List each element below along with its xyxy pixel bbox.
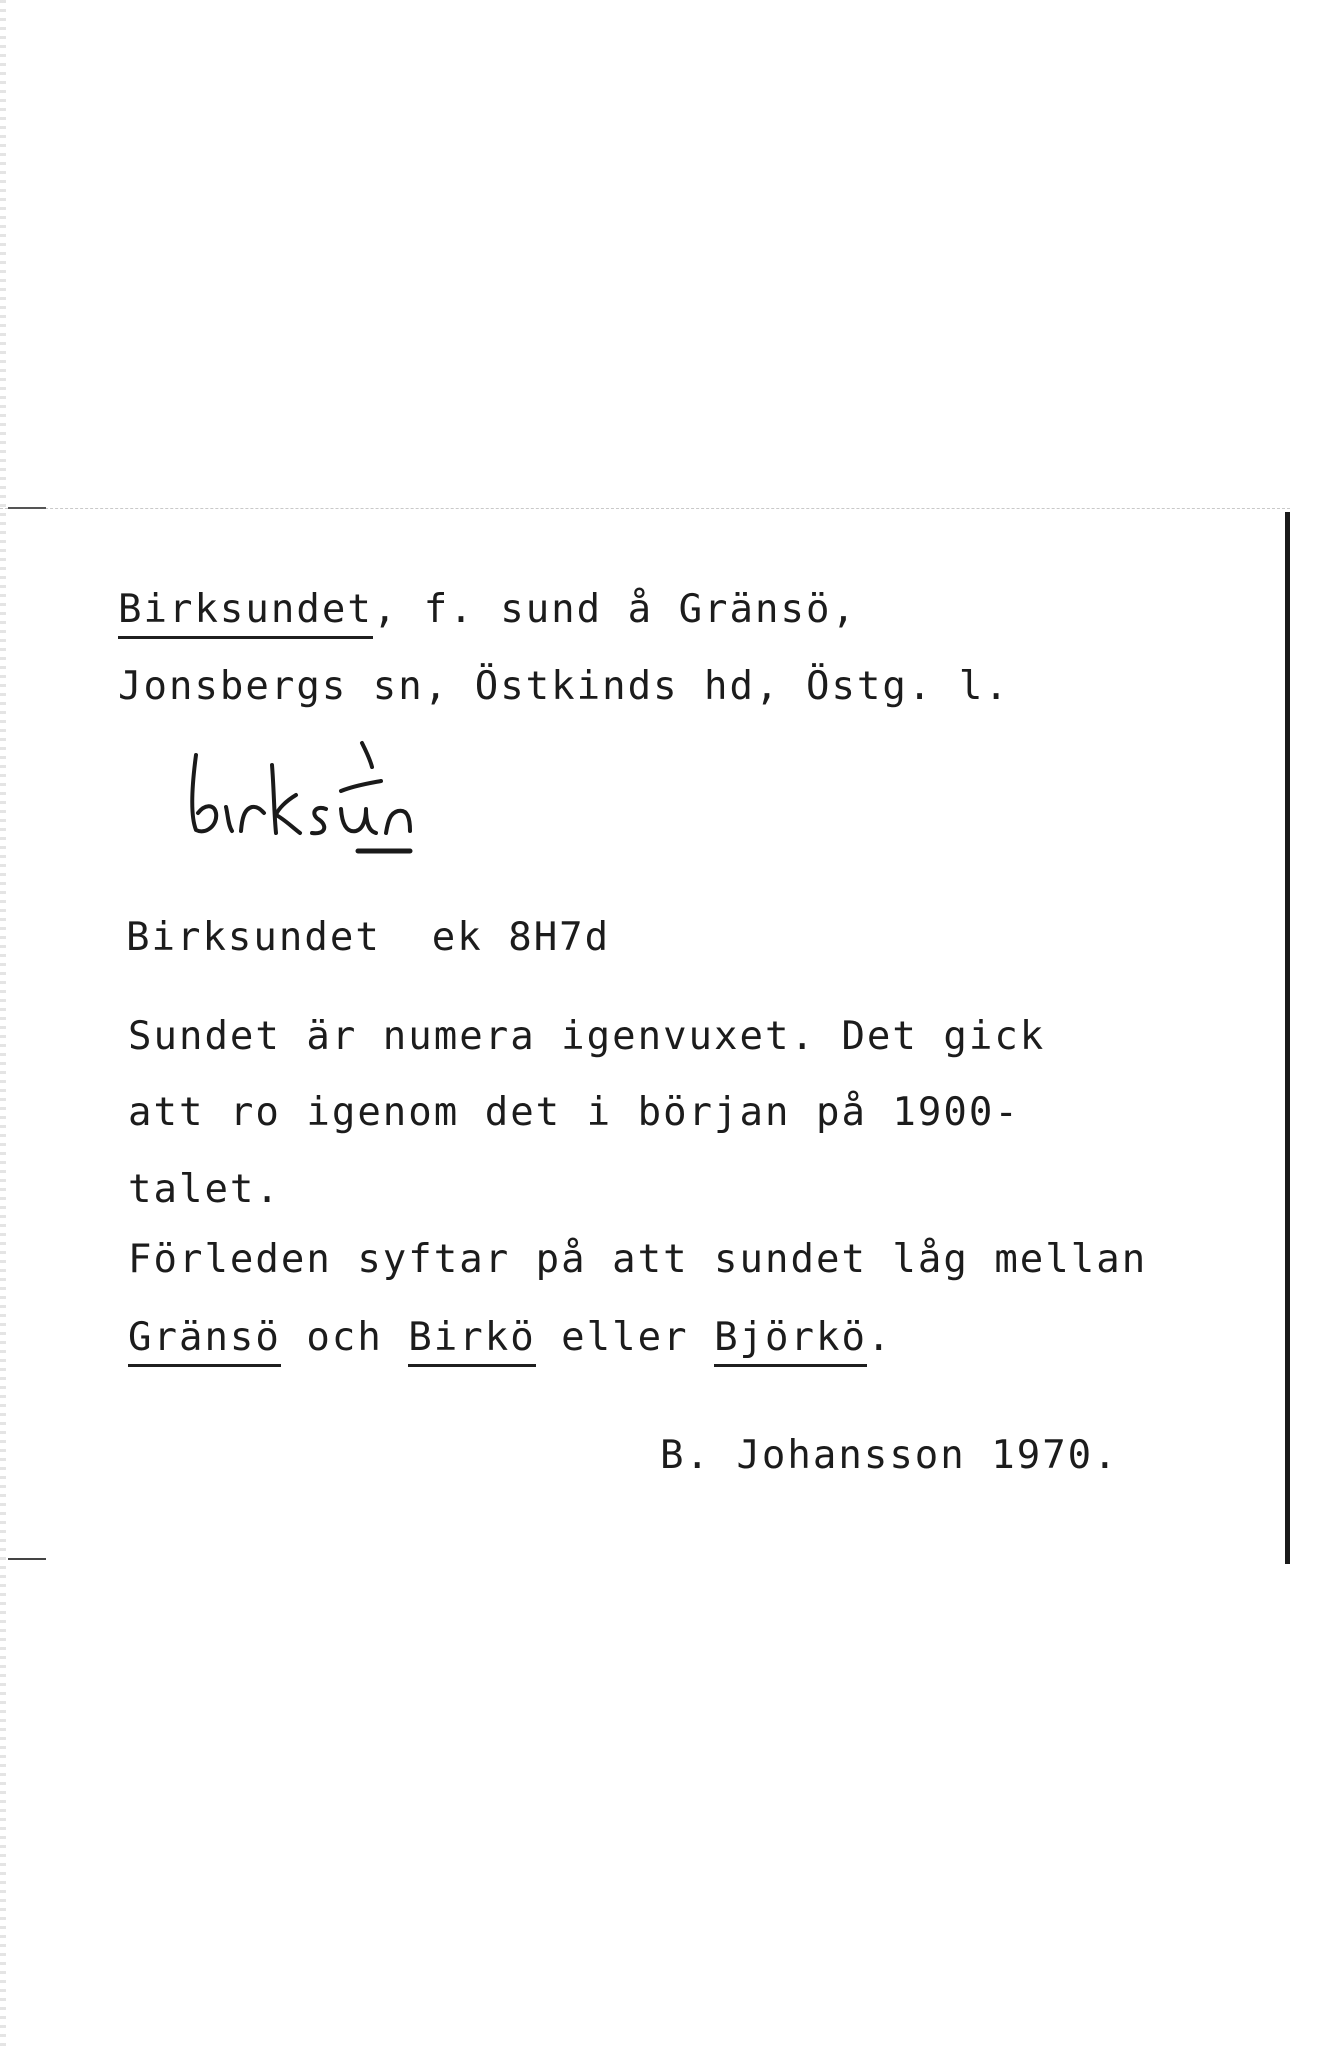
- card-top-mark: [8, 507, 46, 509]
- body-line-1: Sundet är numera igenvuxet. Det gick: [128, 1014, 1046, 1059]
- body-line-2: att ro igenom det i början på 1900-: [128, 1090, 1020, 1135]
- heading-description: , f. sund å Gränsö,: [372, 587, 857, 632]
- card-bottom-mark: [8, 1558, 46, 1560]
- card-right-border: [1285, 512, 1290, 1564]
- etymology-line-2: [128, 1315, 893, 1360]
- period: .: [866, 1315, 893, 1360]
- place-birko: Birkö: [408, 1315, 535, 1367]
- map-code: ek 8H7d: [431, 915, 611, 960]
- etymology-line-1: Förleden syftar på att sundet låg mellan: [128, 1237, 1148, 1282]
- heading-line: [118, 587, 857, 632]
- scan-edge: [0, 0, 6, 2046]
- card-top-border: [0, 508, 1290, 509]
- reference-line: [126, 915, 611, 960]
- reference-name: Birksundet: [126, 915, 381, 960]
- place-bjorko: Björkö: [714, 1315, 867, 1367]
- conjunction-eller: eller: [535, 1315, 715, 1360]
- body-line-3: talet.: [128, 1167, 281, 1212]
- place-gransö: Gränsö: [128, 1315, 281, 1367]
- signature: B. Johansson 1970.: [660, 1433, 1119, 1478]
- place-name: Birksundet: [118, 587, 373, 639]
- conjunction-och: och: [280, 1315, 409, 1360]
- location-line: Jonsbergs sn, Östkinds hd, Östg. l.: [118, 664, 1010, 709]
- handwritten-pronunciation: [186, 735, 486, 855]
